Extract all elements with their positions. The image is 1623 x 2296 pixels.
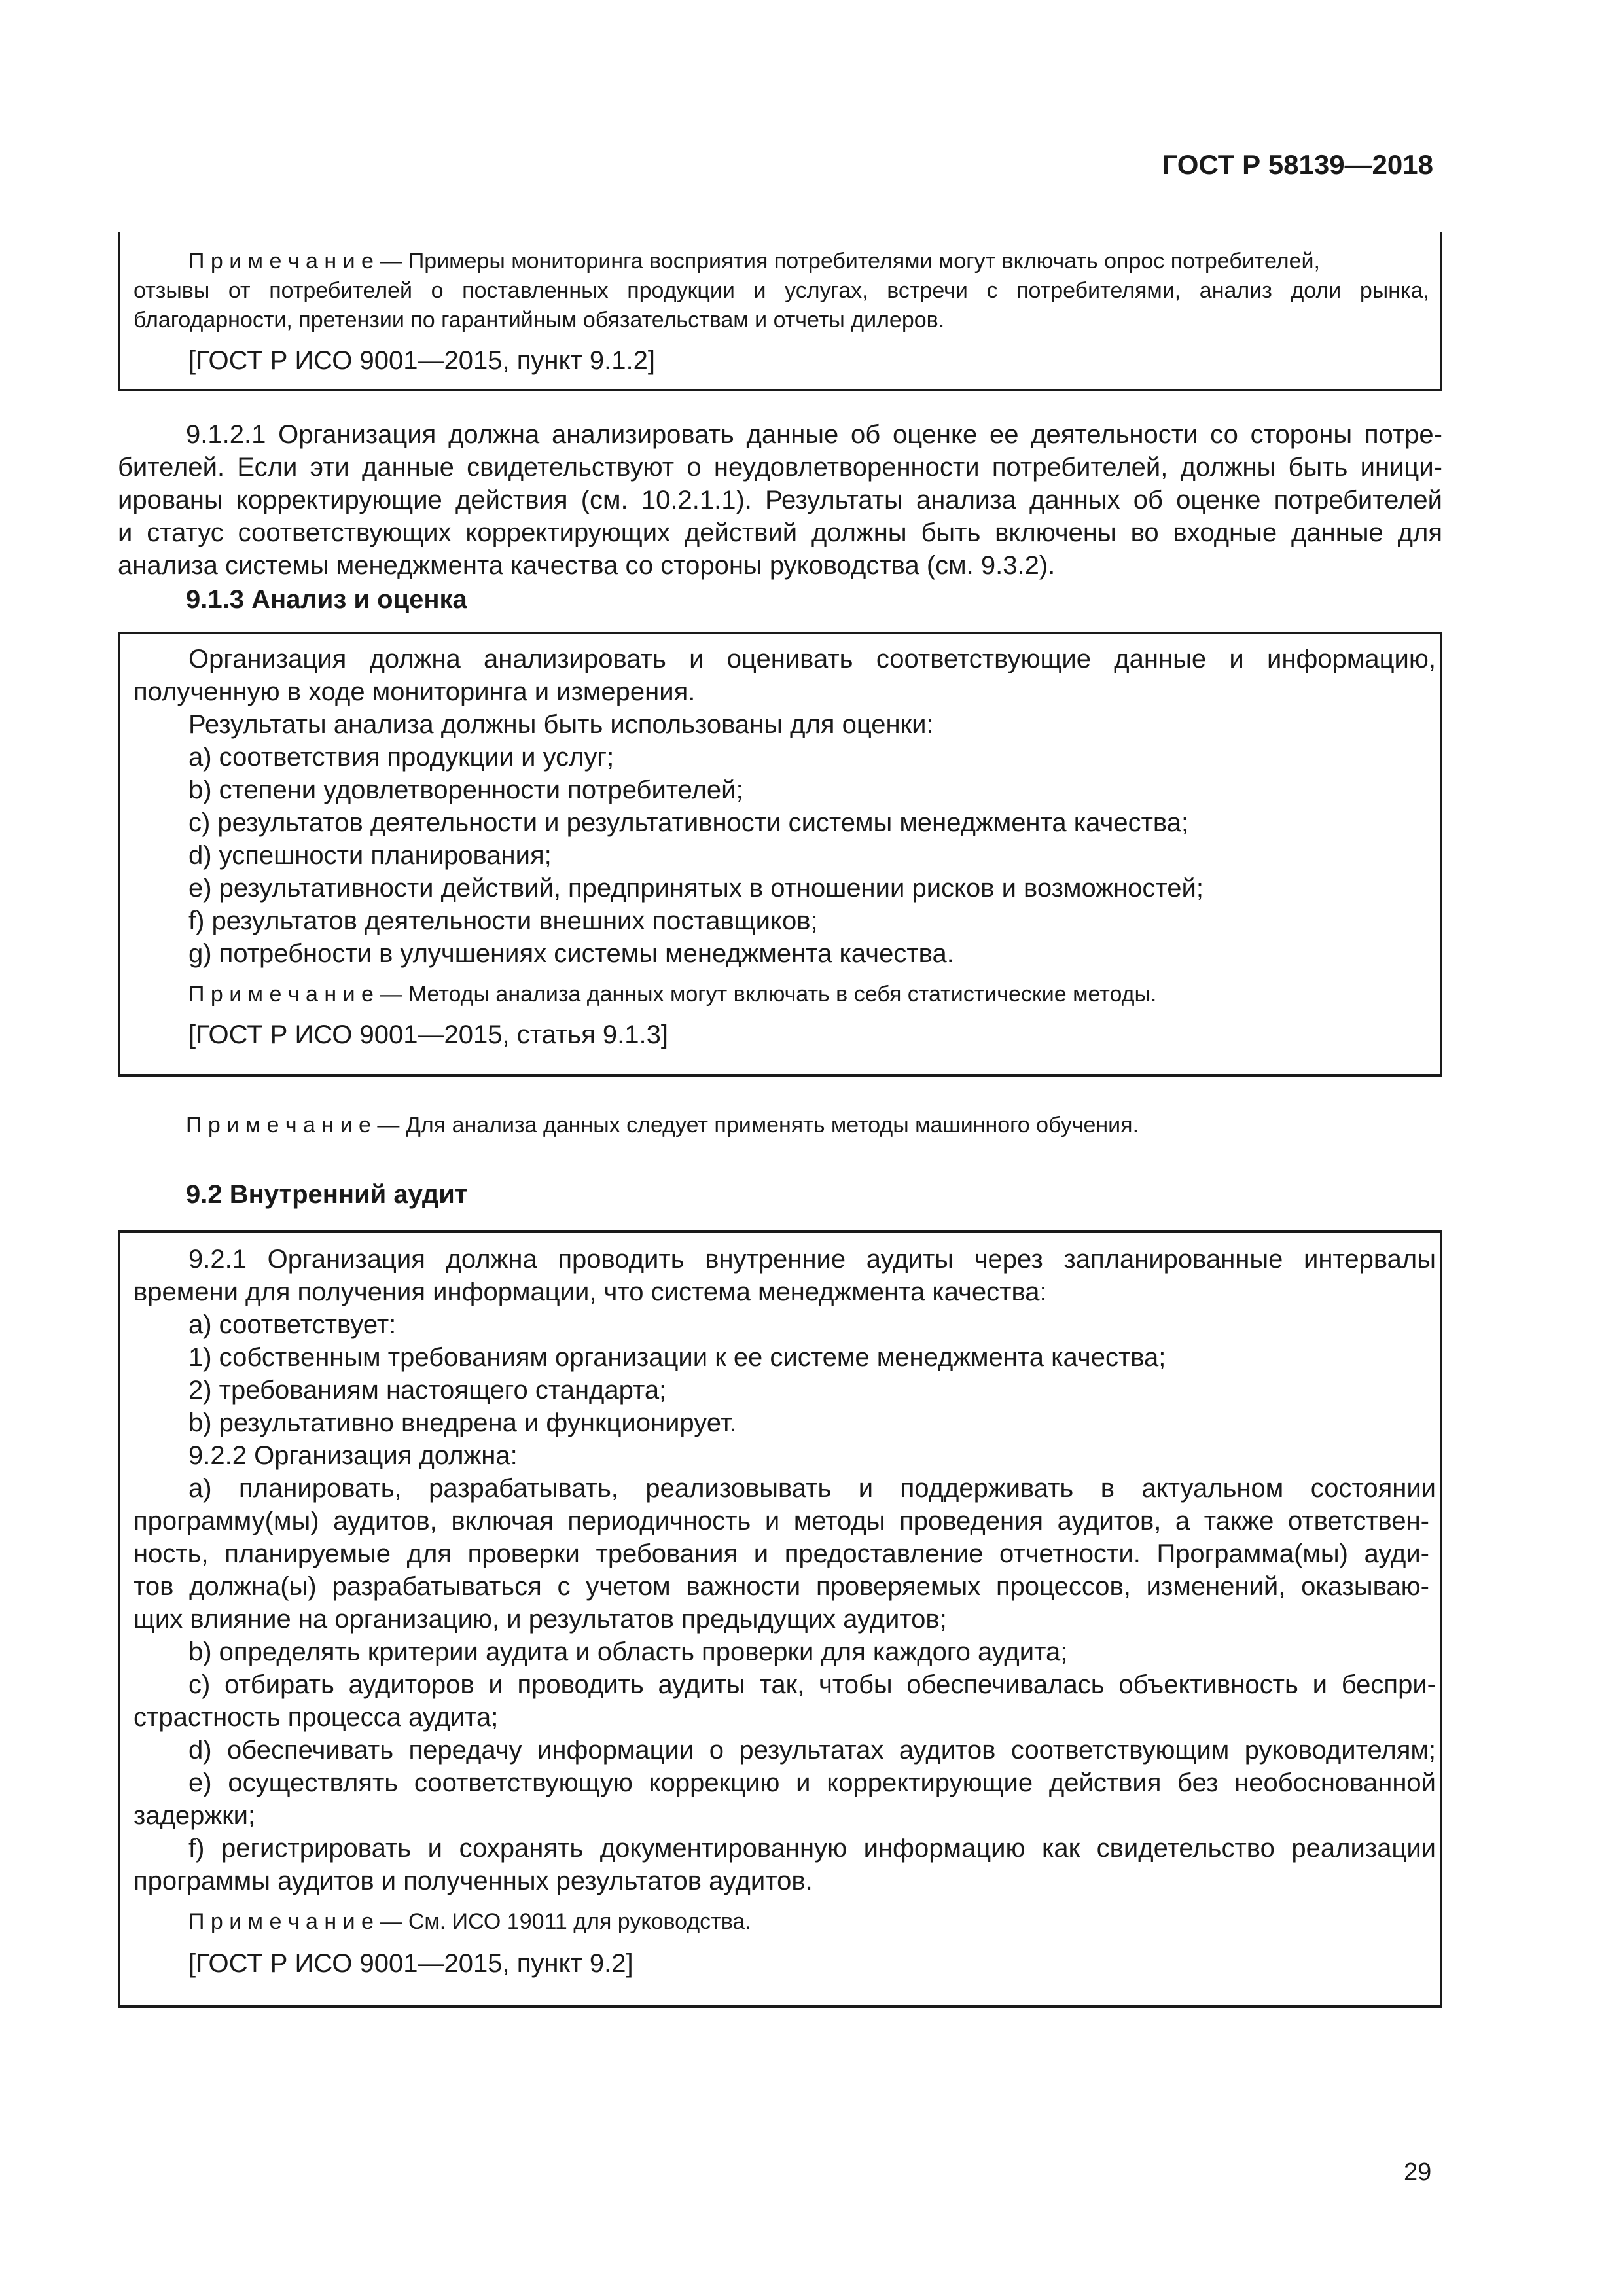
- box-line: времени для получения информации, что система менеджмента качества:: [134, 1278, 1047, 1306]
- box-line: a) планировать, разрабатывать, реализовывать и поддерживать в актуальном состоянии: [188, 1474, 1436, 1503]
- note-label: П р и м е ч а н и е: [188, 1909, 374, 1934]
- paragraph-line: 9.1.2.1 Организация должна анализировать данные об оценке ее деятельности со стороны потре-: [186, 420, 1442, 449]
- quote-box-9-1-3: [118, 632, 1442, 1077]
- box-line: задержки;: [134, 1801, 256, 1830]
- note-line: П р и м е ч а н и е — См. ИСО 19011 для руководства.: [188, 1909, 751, 1934]
- note-line: отзывы от потребителей о поставленных продукции и услугах, встречи с потребителями, анализ доли рынка,: [134, 278, 1429, 303]
- box-line: e) осуществлять соответствующую коррекцию и корректирующие действия без необоснованной: [188, 1768, 1436, 1797]
- box-line: 1) собственным требованиям организации к ее системе менеджмента качества;: [188, 1343, 1166, 1372]
- list-item: b) степени удовлетворенности потребителей;: [188, 776, 743, 804]
- section-heading-9-2: 9.2 Внутренний аудит: [186, 1180, 468, 1209]
- reference: [ГОСТ Р ИСО 9001—2015, пункт 9.2]: [188, 1949, 633, 1978]
- reference: [ГОСТ Р ИСО 9001—2015, статья 9.1.3]: [188, 1020, 668, 1049]
- box-line: полученную в ходе мониторинга и измерения.: [134, 677, 696, 706]
- section-heading-9-1-3: 9.1.3 Анализ и оценка: [186, 585, 467, 614]
- box-line: f) регистрировать и сохранять документированную информацию как свидетельство реализации: [188, 1834, 1436, 1863]
- box-line: щих влияние на организацию, и результатов предыдущих аудитов;: [134, 1605, 947, 1634]
- note-label: П р и м е ч а н и е: [186, 1113, 371, 1138]
- list-item: d) успешности планирования;: [188, 841, 552, 870]
- box-line: a) соответствует:: [188, 1310, 397, 1339]
- quote-box-9-2: [118, 1230, 1442, 2008]
- reference: [ГОСТ Р ИСО 9001—2015, пункт 9.1.2]: [188, 346, 655, 375]
- note-line: П р и м е ч а н и е — Методы анализа данных могут включать в себя статистические методы.: [188, 982, 1157, 1007]
- box-line: d) обеспечивать передачу информации о результатах аудитов соответствующим руководителям;: [188, 1736, 1436, 1765]
- paragraph-line: и статус соответствующих корректирующих действий должны быть включены во входные данные для: [118, 518, 1442, 547]
- box-line: ность, планируемые для проверки требования и предоставление отчетности. Программа(мы) ауди-: [134, 1539, 1429, 1568]
- list-item: e) результативности действий, предпринятых в отношении рисков и возможностей;: [188, 874, 1204, 903]
- box-line: программу(мы) аудитов, включая периодичность и методы проведения аудитов, а также ответствен-: [134, 1507, 1429, 1535]
- list-item: c) результатов деятельности и результативности системы менеджмента качества;: [188, 808, 1189, 837]
- list-item: f) результатов деятельности внешних поставщиков;: [188, 906, 818, 935]
- quote-box-9-1-2: [118, 232, 1442, 391]
- list-item: g) потребности в улучшениях системы менеджмента качества.: [188, 939, 954, 968]
- note-line: благодарности, претензии по гарантийным обязательствам и отчеты дилеров.: [134, 308, 945, 332]
- note-line: П р и м е ч а н и е — Для анализа данных следует применять методы машинного обучения.: [186, 1113, 1139, 1138]
- box-line: b) результативно внедрена и функционирует.: [188, 1408, 737, 1437]
- box-line: страстность процесса аудита;: [134, 1703, 499, 1732]
- box-line: c) отбирать аудиторов и проводить аудиты так, чтобы обеспечивалась объективность и беспри-: [188, 1670, 1436, 1699]
- paragraph-line: ированы корректирующие действия (см. 10.2.1.1). Результаты анализа данных об оценке потребителей: [118, 486, 1442, 514]
- paragraph-line: бителей. Если эти данные свидетельствуют о неудовлетворенности потребителей, должны быть иници-: [118, 453, 1442, 482]
- box-line: 2) требованиям настоящего стандарта;: [188, 1376, 667, 1405]
- box-line: программы аудитов и полученных результатов аудитов.: [134, 1867, 813, 1895]
- box-line: Организация должна анализировать и оценивать соответствующие данные и информацию,: [188, 645, 1436, 673]
- page-number: 29: [1404, 2159, 1432, 2186]
- note-line: П р и м е ч а н и е — Примеры мониторинга восприятия потребителями могут включать опрос потребителей,: [188, 249, 1320, 274]
- list-item: a) соответствия продукции и услуг;: [188, 743, 615, 772]
- document-id-header: ГОСТ Р 58139—2018: [1162, 149, 1433, 180]
- box-line: тов должна(ы) разрабатываться с учетом важности проверяемых процессов, изменений, оказываю-: [134, 1572, 1429, 1601]
- box-line: Результаты анализа должны быть использованы для оценки:: [188, 710, 934, 739]
- note-label: П р и м е ч а н и е: [188, 982, 374, 1007]
- box-line: b) определять критерии аудита и область проверки для каждого аудита;: [188, 1638, 1068, 1666]
- box-line: 9.2.1 Организация должна проводить внутренние аудиты через запланированные интервалы: [188, 1245, 1436, 1274]
- note-label: П р и м е ч а н и е: [188, 249, 374, 274]
- box-line: 9.2.2 Организация должна:: [188, 1441, 518, 1470]
- paragraph-line: анализа системы менеджмента качества со стороны руководства (см. 9.3.2).: [118, 551, 1056, 580]
